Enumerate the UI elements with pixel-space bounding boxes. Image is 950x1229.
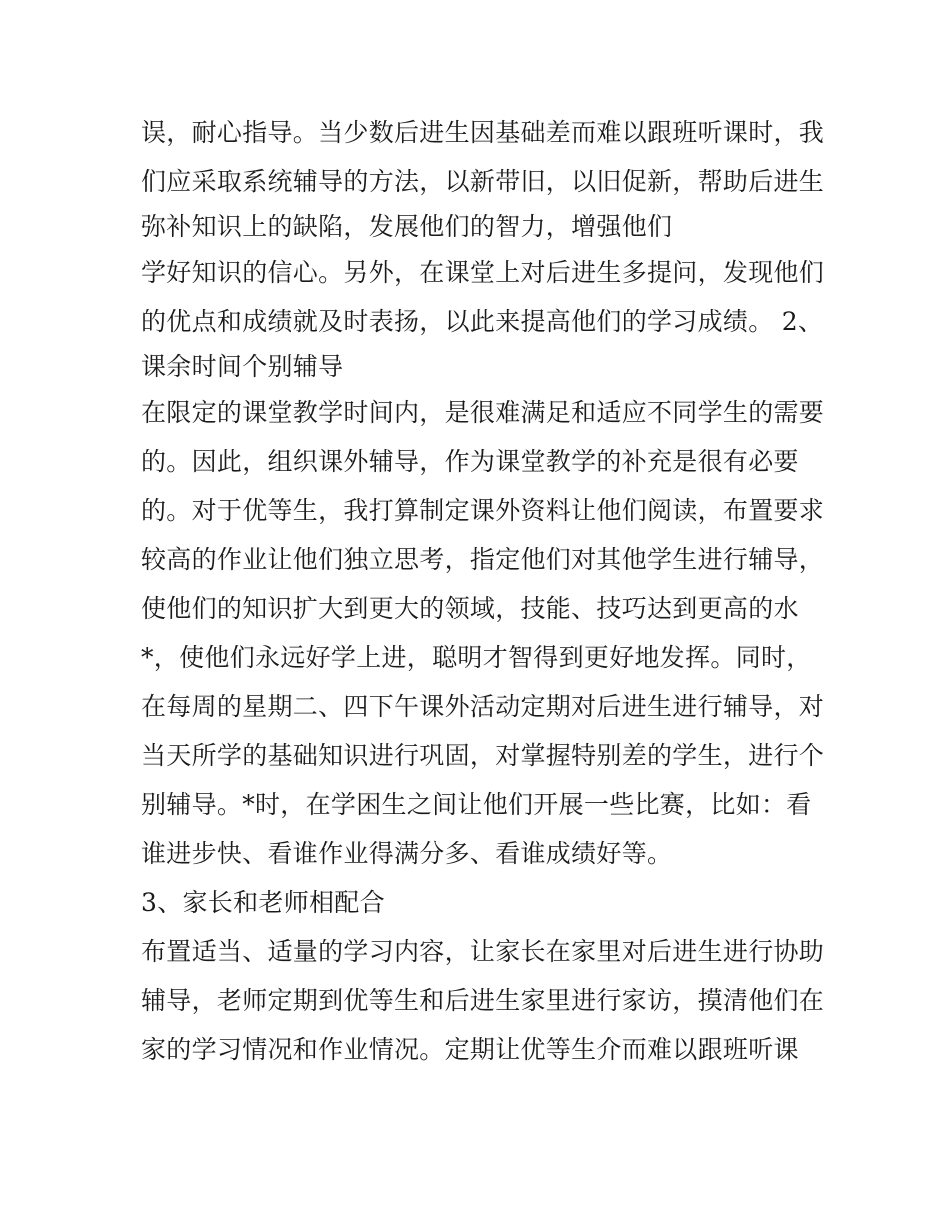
text-line: 辅导，老师定期到优等生和后进生家里进行家访，摸清他们在 bbox=[141, 986, 825, 1015]
text-line: 家的学习情况和作业情况。定期让优等生介而难以跟班听课 bbox=[141, 1035, 799, 1064]
body-text bbox=[141, 108, 825, 1074]
text-line: 们应采取系统辅导的方法，以新带旧，以旧促新，帮助后进生 bbox=[141, 167, 825, 196]
text-line: 弥补知识上的缺陷，发展他们的智力，增强他们 bbox=[141, 212, 673, 241]
text-line: 的。因此，组织课外辅导，作为课堂教学的补充是很有必要 bbox=[141, 447, 799, 476]
text-line: 使他们的知识扩大到更大的领域，技能、技巧达到更高的水 bbox=[141, 594, 799, 623]
text-line: 误，耐心指导。当少数后进生因基础差而难以跟班听课时，我 bbox=[141, 118, 825, 147]
text-line: 别辅导。*时，在学困生之间让他们开展一些比赛，比如：看 bbox=[141, 790, 812, 819]
section-heading: 3、家长和老师相配合 bbox=[141, 888, 385, 917]
text-line: 的。对于优等生，我打算制定课外资料让他们阅读，布置要求 bbox=[141, 496, 825, 525]
text-line: 在限定的课堂教学时间内，是很难满足和适应不同学生的需要 bbox=[141, 398, 825, 427]
text-line: 当天所学的基础知识进行巩固，对掌握特别差的学生，进行个 bbox=[141, 741, 825, 770]
text-line: 在每周的星期二、四下午课外活动定期对后进生进行辅导，对 bbox=[141, 692, 825, 721]
text-line: 学好知识的信心。另外，在课堂上对后进生多提问，发现他们 bbox=[141, 258, 825, 287]
section-heading: 课余时间个别辅导 bbox=[141, 352, 344, 381]
text-line: 的优点和成绩就及时表扬，以此来提高他们的学习成绩。 2、 bbox=[141, 307, 824, 336]
text-line: 布置适当、适量的学习内容，让家长在家里对后进生进行协助 bbox=[141, 937, 825, 966]
text-line: 谁进步快、看谁作业得满分多、看谁成绩好等。 bbox=[141, 839, 673, 868]
text-line: 较高的作业让他们独立思考，指定他们对其他学生进行辅导， bbox=[141, 545, 825, 574]
text-line: *，使他们永远好学上进，聪明才智得到更好地发挥。同时， bbox=[141, 643, 812, 672]
